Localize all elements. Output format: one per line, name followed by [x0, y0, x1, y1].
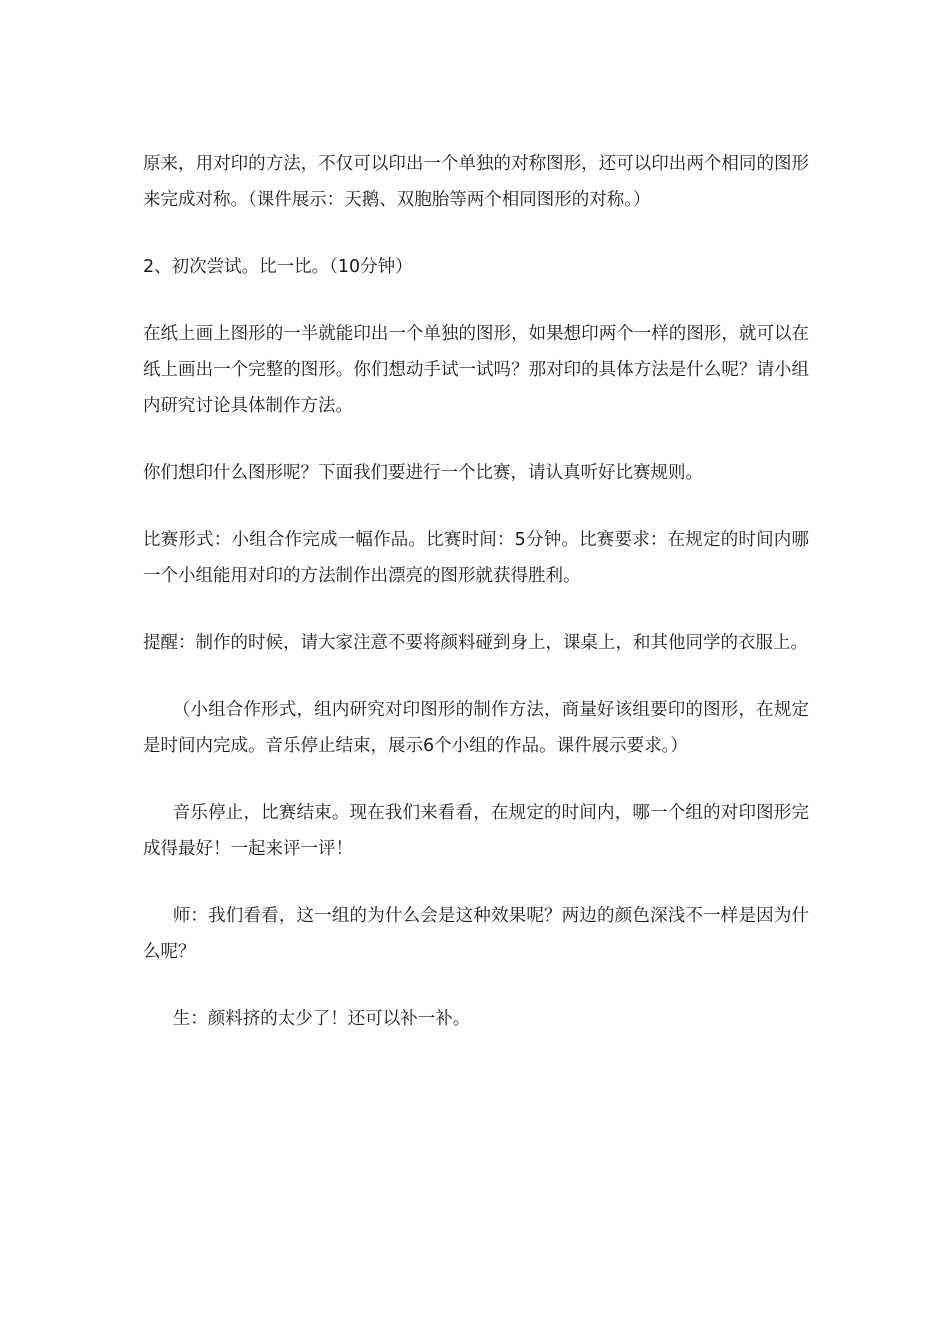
paragraph-7: （小组合作形式，组内研究对印图形的制作方法，商量好该组要印的图形，在规定是时间内完成。音乐停止结束，展示6个小组的作品。课件展示要求。）: [143, 700, 809, 756]
paragraph-6: 提醒：制作的时候，请大家注意不要将颜料碰到身上，课桌上，和其他同学的衣服上。: [143, 633, 808, 653]
paragraph-3: 在纸上画上图形的一半就能印出一个单独的图形，如果想印两个一样的图形，就可以在纸上画出一个完整的图形。你们想动手试一试吗？那对印的具体方法是什么呢？请小组内研究讨论具体制作方法。: [143, 324, 809, 416]
paragraph-8: 音乐停止，比赛结束。现在我们来看看，在规定的时间内，哪一个组的对印图形完成得最好！一起来评一评！: [143, 803, 809, 859]
document-body: [143, 146, 809, 1037]
paragraph-1: 原来，用对印的方法，不仅可以印出一个单独的对称图形，还可以印出两个相同的图形来完成对称。（课件展示：天鹅、双胞胎等两个相同图形的对称。）: [143, 154, 809, 210]
paragraph-5: 比赛形式：小组合作完成一幅作品。比赛时间：5分钟。比赛要求：在规定的时间内哪一个小组能用对印的方法制作出漂亮的图形就获得胜利。: [143, 530, 809, 586]
paragraph-4: 你们想印什么图形呢？下面我们要进行一个比赛，请认真听好比赛规则。: [143, 463, 703, 483]
paragraph-9: 师：我们看看，这一组的为什么会是这种效果呢？两边的颜色深浅不一样是因为什么呢？: [143, 906, 809, 962]
section-heading: 2、初次尝试。比一比。（10分钟）: [143, 257, 413, 277]
paragraph-10: 生：颜料挤的太少了！还可以补一补。: [172, 1009, 471, 1029]
